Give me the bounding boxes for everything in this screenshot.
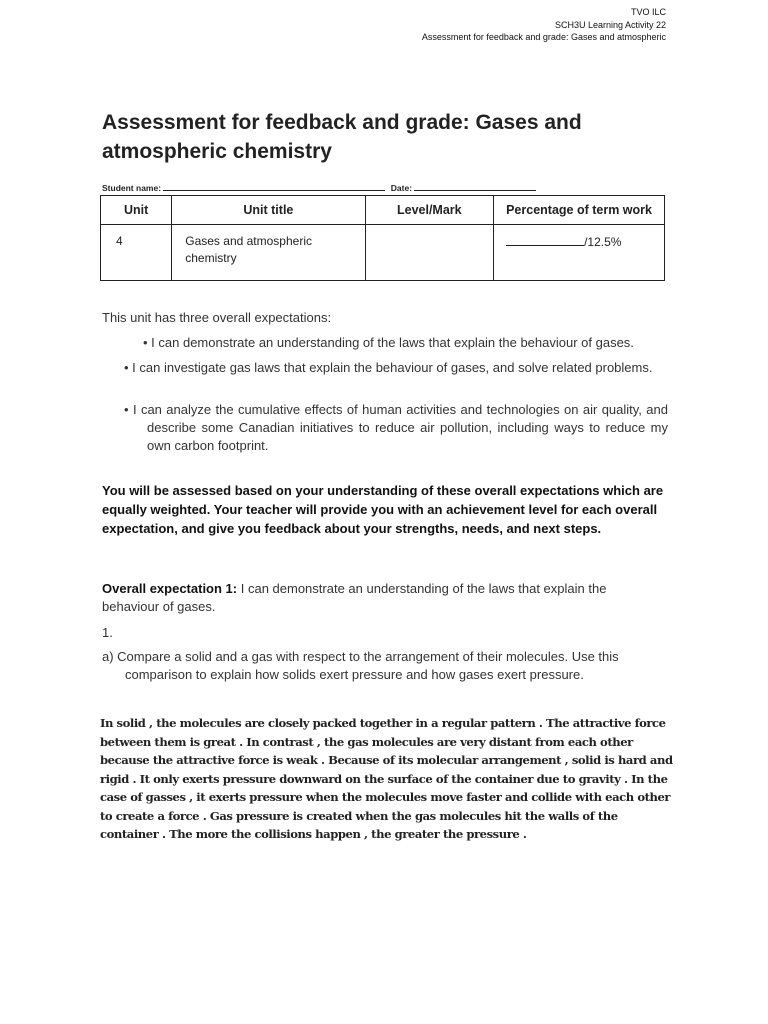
table-row <box>101 225 665 281</box>
header-line-course: SCH3U Learning Activity 22 <box>554 19 666 30</box>
student-name-label: Student name: <box>102 183 162 193</box>
table-header-row <box>101 196 665 225</box>
question-a: a) Compare a solid and a gas with respect to the arrangement of their molecules. Use this comparison to explain how solids exert pressure and how gases exert pressure. <box>102 649 619 682</box>
grade-table <box>100 195 665 281</box>
date-label: Date: <box>390 183 413 193</box>
oe1-text: I can demonstrate an understanding of the laws that explain the behaviour of gases. <box>102 581 607 614</box>
intro-text: This unit has three overall expectations: <box>102 310 332 325</box>
header-unit-title: Unit title <box>172 196 365 225</box>
document-header <box>422 6 666 44</box>
assessment-note: You will be assessed based on your understanding of these overall expectations which are equally weighted. Your teacher will provide you with an achievement level for each overall expectation, and give you feedback about your strengths, needs, and next steps. <box>102 483 664 536</box>
page-title: Assessment for feedback and grade: Gases and atmospheric chemistry <box>102 111 582 163</box>
expectation-1: • I can demonstrate an understanding of the laws that explain the behaviour of gases. <box>143 335 634 350</box>
cell-level-mark[interactable] <box>365 225 494 281</box>
question-number: 1. <box>102 625 113 640</box>
percentage-blank[interactable] <box>506 233 584 246</box>
expectation-3: • I can analyze the cumulative effects of human activities and technologies on air quality, and describe some Canadian initiatives to reduce air pollution, including ways to reduce my own carbon footprint. <box>124 402 668 453</box>
student-name-field[interactable] <box>163 182 385 191</box>
student-answer[interactable]: In solid , the molecules are closely packed together in a regular pattern . The attractive force between them is great . In contrast , the gas molecules are very distant from each other because the attractive force is weak . Because of its molecular arrangement , solid is hard and rigid . It only exerts pressure downward on the surface of the container due to gravity . In the case of gasses , it exerts pressure when the molecules move faster and collide with each other to create a force . Gas pressure is created when the gas molecules hit the walls of the container . The more the collisions happen , the greater the pressure . <box>100 716 673 841</box>
percentage-weight: /12.5% <box>584 235 622 249</box>
cell-percentage <box>494 225 665 281</box>
header-line-org: TVO ILC <box>630 7 666 17</box>
date-field[interactable] <box>414 182 536 191</box>
header-line-title: Assessment for feedback and grade: Gases and atmospheric <box>421 32 666 42</box>
cell-unit: 4 <box>101 225 172 281</box>
expectation-2: • I can investigate gas laws that explain the behaviour of gases, and solve related problems. <box>124 360 653 375</box>
student-info-line <box>102 182 536 193</box>
cell-unit-title: Gases and atmospheric chemistry <box>172 225 365 281</box>
header-unit: Unit <box>101 196 172 225</box>
oe1-label: Overall expectation 1: <box>102 581 238 596</box>
header-percentage: Percentage of term work <box>494 196 665 225</box>
header-level-mark: Level/Mark <box>365 196 494 225</box>
overall-expectation-1 <box>102 580 648 616</box>
